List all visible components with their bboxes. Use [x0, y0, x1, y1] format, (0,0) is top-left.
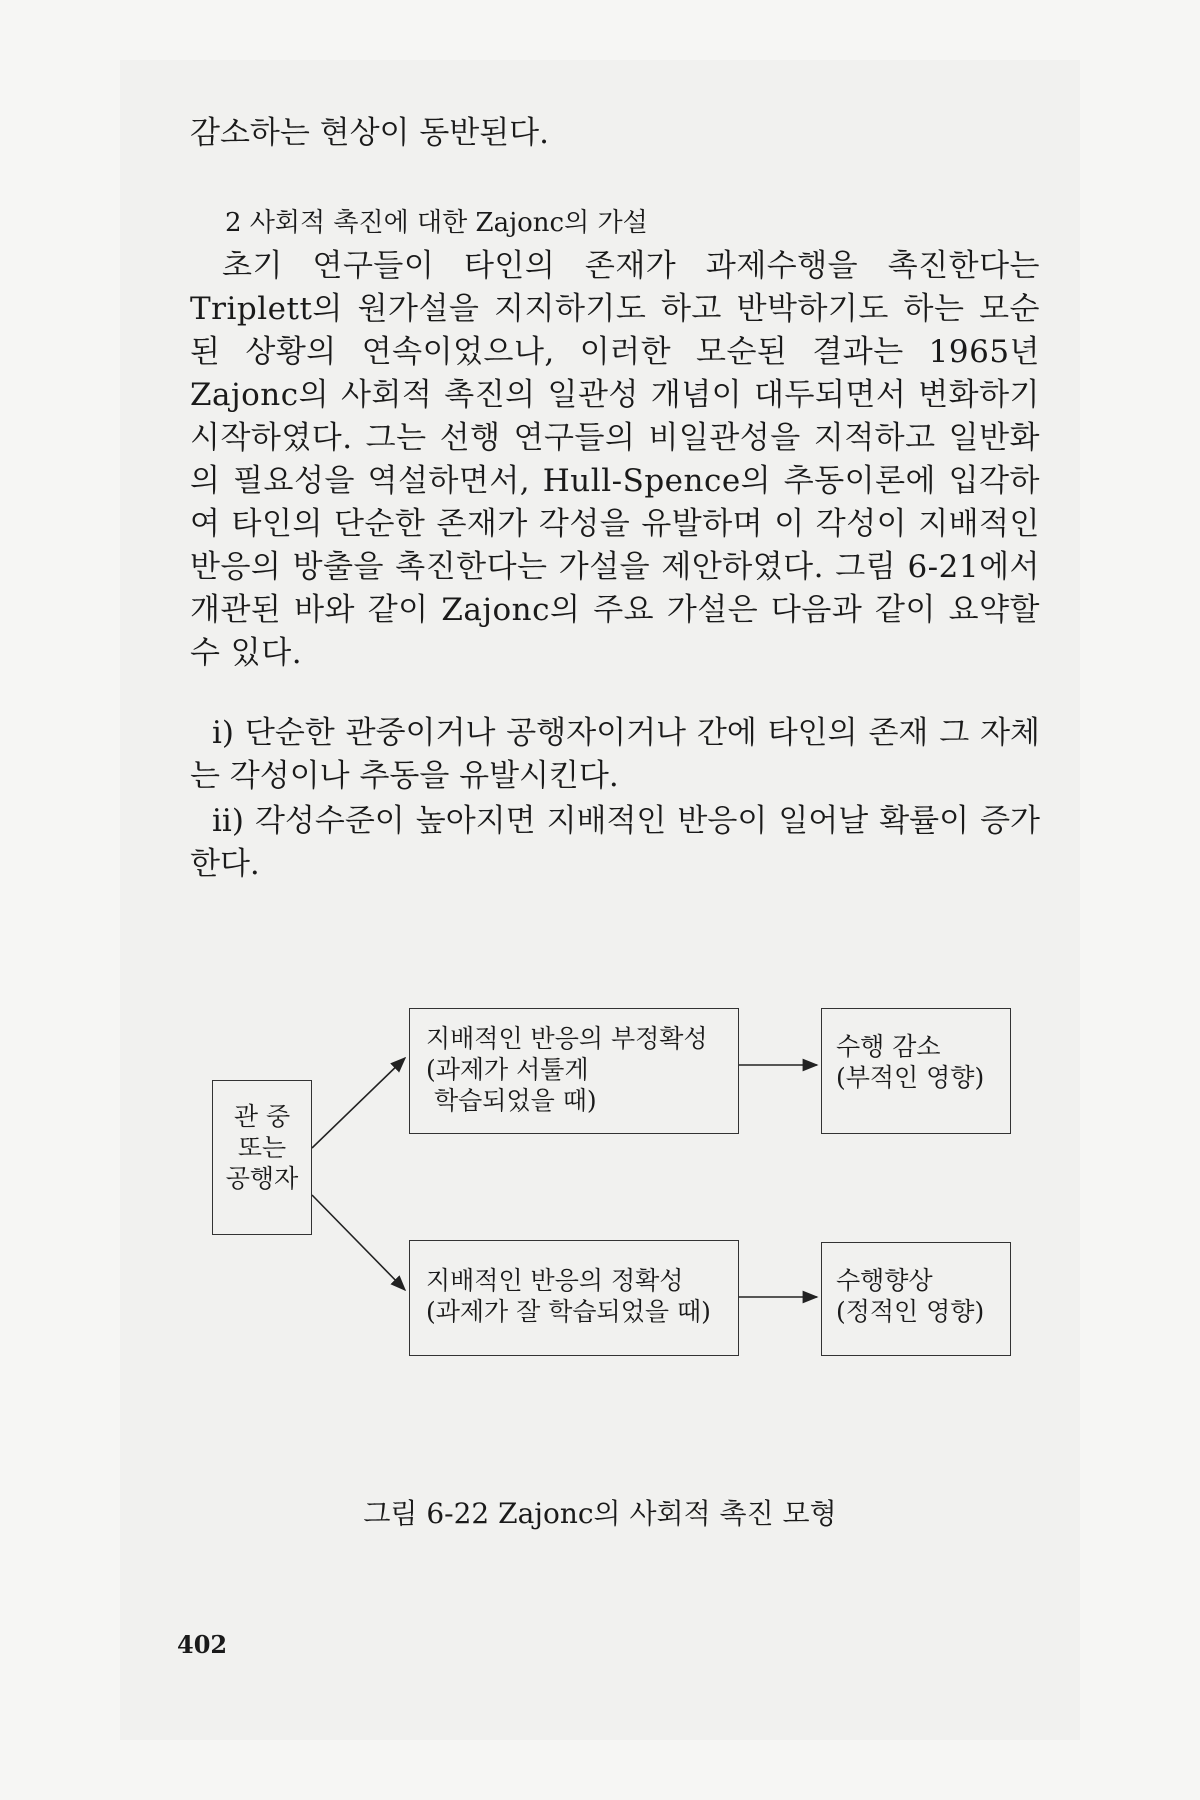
- body-paragraph: 초기 연구들이 타인의 존재가 과제수행을 촉진한다는 Triplett의 원가설을 지지하기도 하고 반박하기도 하는 모순된 상황의 연속이었으나, 이러한 모순된 결과는 1965년 Zajonc의 사회적 촉진의 일관성 개념이 대두되면서 변화하기 시작하였다. 그는 선행 연구들의 비일관성을 지적하고 일반화의 필요성을 역설하면서, Hull-Spence의 추동이론에 입각하여 타인의 단순한 존재가 각성을 유발하며 이 각성이 지배적인 반응의 방출을 촉진한다는 가설을 제안하였다. 그림 6-21에서 개관된 바와 같이 Zajonc의 주요 가설은 다음과 같이 요약할 수 있다.: [190, 248, 1040, 671]
- accuracy-line2: (과제가 잘 학습되었을 때): [426, 1297, 711, 1326]
- decrease-line1: 수행 감소: [836, 1032, 941, 1061]
- improve-line2: (정적인 영향): [836, 1297, 985, 1326]
- hypothesis-item-ii: ii) 각성수준이 높아지면 지배적인 반응이 일어날 확률이 증가한다.: [190, 803, 1040, 882]
- inaccuracy-line2: (과제가 서툴게: [426, 1055, 589, 1084]
- inaccuracy-line1: 지배적인 반응의 부정확성: [426, 1024, 708, 1053]
- decrease-line2: (부적인 영향): [836, 1063, 985, 1092]
- page-number: 402: [177, 1630, 228, 1659]
- inaccuracy-line3: 학습되었을 때): [434, 1086, 597, 1115]
- top-line-text: 감소하는 현상이 동반된다.: [190, 115, 549, 151]
- audience-line2: 또는: [237, 1133, 287, 1162]
- performance-decrease-box: [821, 1008, 1011, 1134]
- figure-caption: 그림 6-22 Zajonc의 사회적 촉진 모형: [363, 1497, 837, 1530]
- improve-line1: 수행향상: [836, 1266, 933, 1295]
- hypothesis-item-i: i) 단순한 관중이거나 공행자이거나 간에 타인의 존재 그 자체는 각성이나 추동을 유발시킨다.: [190, 715, 1040, 794]
- accuracy-box: [409, 1240, 739, 1356]
- audience-line1: 관 중: [233, 1102, 291, 1131]
- section-heading: 2 사회적 촉진에 대한 Zajonc의 가설: [225, 208, 648, 238]
- audience-line3: 공행자: [225, 1164, 299, 1193]
- audience-box: [212, 1080, 312, 1235]
- accuracy-line1: 지배적인 반응의 정확성: [426, 1266, 684, 1295]
- inaccuracy-box: [409, 1008, 739, 1134]
- performance-improve-box: [821, 1242, 1011, 1356]
